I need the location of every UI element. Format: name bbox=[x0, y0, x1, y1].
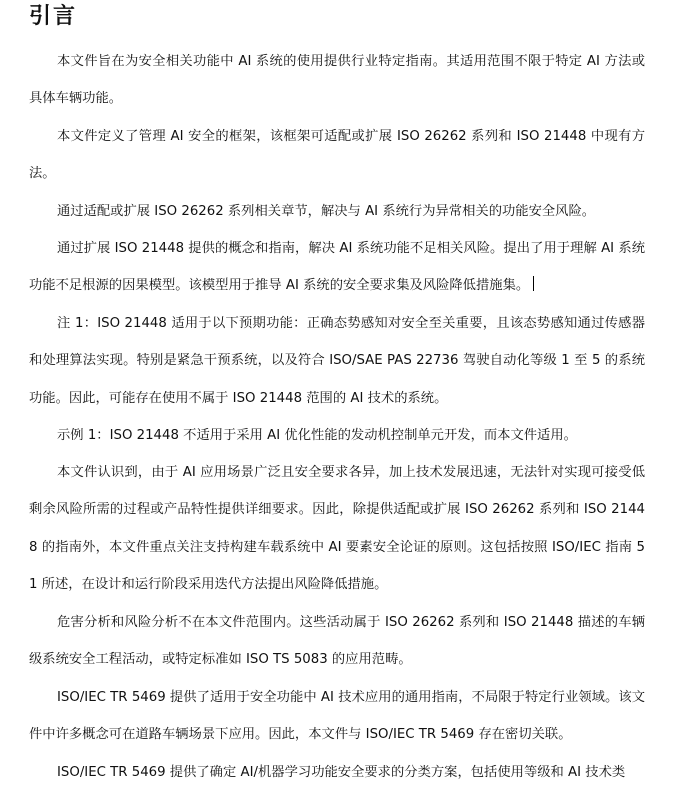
paragraph-sotif bbox=[29, 230, 645, 305]
paragraph-principles: 本文件认识到，由于 AI 应用场景广泛且安全要求各异，加上技术发展迅速，无法针对实现可接受低剩余风险所需的过程或产品特性提供详细要求。因此，除提供适配或扩展 ISO 26262 系列和 ISO 21448 的指南外，本文件重点关注支持构建车载系统中 AI 要素安全论证的原则。这包括按照 ISO/IEC 指南 51 所述，在设计和运行阶段采用迭代方法提出风险降低措施。 bbox=[29, 465, 645, 593]
paragraph-sotif-text: 通过扩展 ISO 21448 提供的概念和指南，解决 AI 系统功能不足相关风险。提出了用于理解 AI 系统功能不足根源的因果模型。该模型用于推导 AI 系统的安全要求集及风险降低措施集。 bbox=[29, 241, 645, 294]
paragraph-framework: 本文件定义了管理 AI 安全的框架，该框架可适配或扩展 ISO 26262 系列和 ISO 21448 中现有方法。 bbox=[29, 129, 645, 182]
text-cursor bbox=[533, 276, 534, 291]
paragraph-functional-safety: 通过适配或扩展 ISO 26262 系列相关章节，解决与 AI 系统行为异常相关的功能安全风险。 bbox=[57, 204, 596, 219]
paragraph-example-1: 示例 1：ISO 21448 不适用于采用 AI 优化性能的发动机控制单元开发，而本文件适用。 bbox=[57, 428, 577, 443]
paragraph-iso-iec-tr-5469: ISO/IEC TR 5469 提供了适用于安全功能中 AI 技术应用的通用指南，不局限于特定行业领域。该文件中许多概念可在道路车辆场景下应用。因此，本文件与 ISO/IEC TR 5469 存在密切关联。 bbox=[29, 690, 645, 743]
paragraph-classification: ISO/IEC TR 5469 提供了确定 AI/机器学习功能安全要求的分类方案，包括使用等级和 AI 技术类 bbox=[57, 765, 626, 780]
paragraph-scope: 本文件旨在为安全相关功能中 AI 系统的使用提供行业特定指南。其适用范围不限于特定 AI 方法或具体车辆功能。 bbox=[29, 54, 645, 107]
section-heading: 引言 bbox=[29, 4, 78, 29]
paragraph-note-1: 注 1：ISO 21448 适用于以下预期功能：正确态势感知对安全至关重要，且该态势感知通过传感器和处理算法实现。特别是紧急干预系统，以及符合 ISO/SAE PAS 22736 驾驶自动化等级 1 至 5 的系统功能。因此，可能存在使用不属于 ISO 21448 范围的 AI 技术的系统。 bbox=[29, 316, 645, 406]
paragraph-hara: 危害分析和风险分析不在本文件范围内。这些活动属于 ISO 26262 系列和 ISO 21448 描述的车辆级系统安全工程活动，或特定标准如 ISO TS 5083 的应用范畴。 bbox=[29, 615, 645, 668]
